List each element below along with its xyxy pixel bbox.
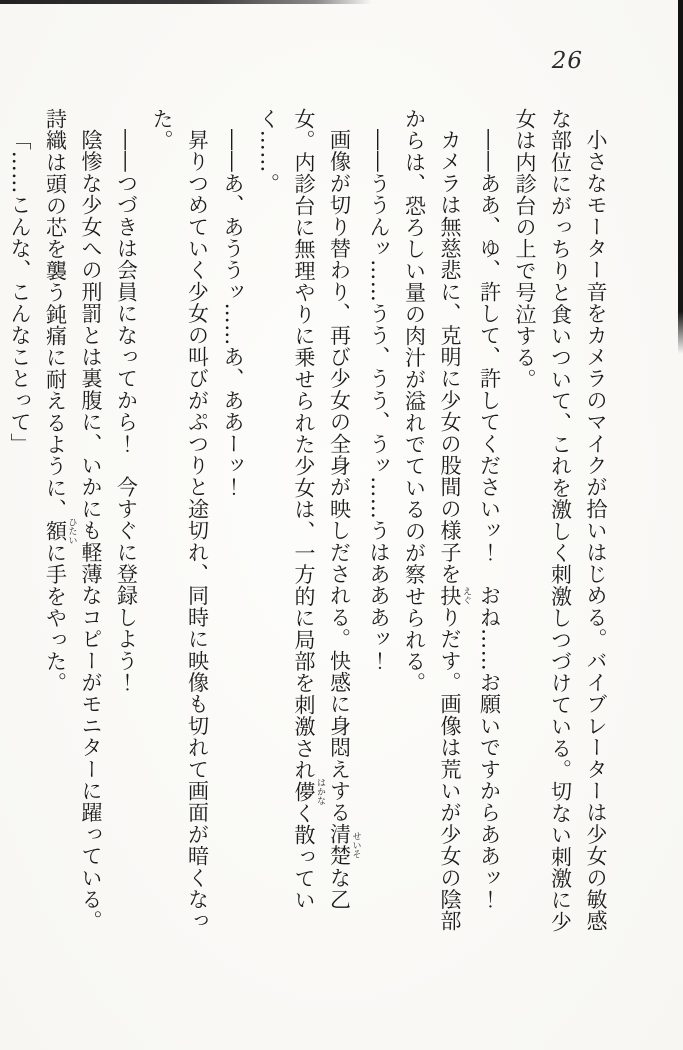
furigana-ruby: 儚 はかな [292, 778, 325, 806]
furigana-ruby: 清楚 せいそ [327, 823, 361, 867]
page-number: 26 [551, 48, 583, 74]
scan-edge-artifact-right [678, 0, 683, 354]
scan-edge-artifact-top [0, 0, 372, 4]
text-area [8, 108, 613, 942]
paragraph-7: 昇りつめていく少女の叫びがぷつりと途切れ、同時に映像も切れて画面が暗くなった。 [150, 108, 210, 932]
paragraph-1: 小さなモーター音をカメラのマイクが拾いはじめる。バイブレーターは少女の敏感な部位にがっちりと食いついて、これを激しく刺激しつづけている。切ない刺激に少女は内診台の上で号泣する。 [513, 108, 608, 933]
paragraph-10-dialogue: 「……こんな、こんなことって」 [8, 129, 32, 455]
paragraph-5: 画像が切り替わり、再び少女の全身が映しだされる。快感に身悶えする清楚 せいそな乙女。内診台に無理やりに乗せられた少女は、一方的に局部を刺激され儚 はかなく散っていく……。 [256, 108, 361, 911]
paragraph-4-dialogue: ――ううんッ……うう、うう、うッ……うはあああッ！ [367, 129, 391, 672]
furigana-ruby: 額 ひたい [43, 517, 77, 545]
paragraph-9: 陰惨な少女への刑罰とは裏腹に、いかにも軽薄なコピーがモニターに躍っている。詩織は頭の芯を襲う鈍痛に耐えるように、額 ひたいに手をやった。 [43, 108, 103, 932]
paragraph-2-dialogue: ――ああ、ゆ、許して、許してくださいッ！ おね……お願いですからああッ！ [477, 129, 502, 911]
paragraph-8-dialogue: ――つづきは会員になってから！ 今すぐに登録しよう！ [114, 129, 139, 694]
furigana-ruby: 抉 えぐ [438, 584, 471, 607]
paragraph-3: カメラは無慈悲に、克明に少女の股間の様子を抉 えぐりだす。画像は荒いが少女の陰部からは、恐ろしい量の肉汁が溢れでているのが察せられる。 [402, 108, 471, 932]
paragraph-6-dialogue: ――あ、あううッ……あ、ああーッ！ [221, 129, 245, 498]
